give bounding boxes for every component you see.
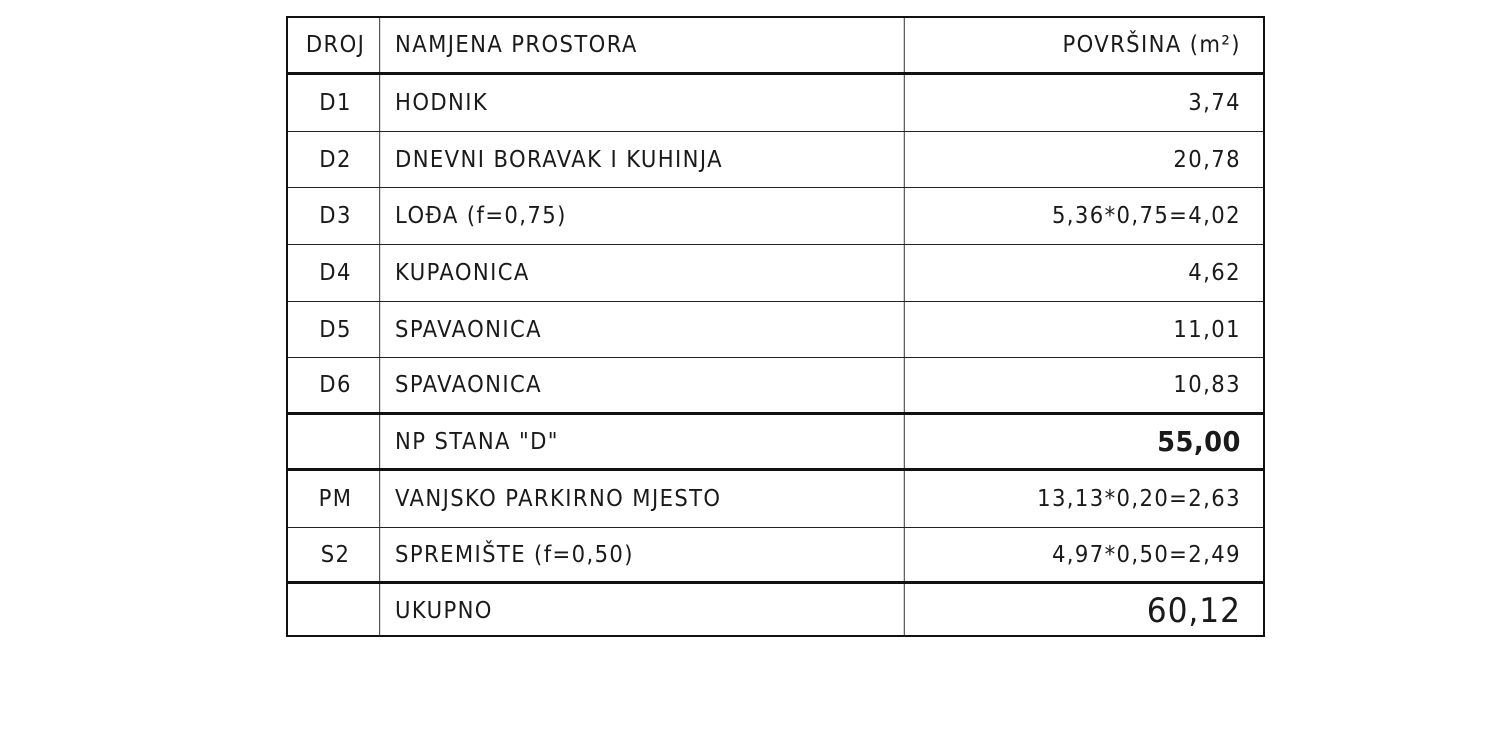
room-name: LOĐA (f=0,75) xyxy=(384,188,905,244)
extra-name: VANJSKO PARKIRNO MJESTO xyxy=(384,471,905,527)
total-area: 60,12 xyxy=(1146,590,1241,631)
table-row xyxy=(288,358,1263,415)
total-label: UKUPNO xyxy=(384,584,905,637)
table-row xyxy=(288,471,1263,528)
room-name: KUPAONICA xyxy=(384,245,905,301)
extra-id: PM xyxy=(292,471,380,527)
room-name: HODNIK xyxy=(384,75,905,131)
room-area: 5,36*0,75=4,02 xyxy=(1051,203,1241,229)
subtotal-row xyxy=(288,415,1263,471)
room-id: D3 xyxy=(292,188,380,244)
room-area: 20,78 xyxy=(1173,146,1241,173)
room-id: D6 xyxy=(292,358,380,412)
header-name: NAMJENA PROSTORA xyxy=(384,18,905,72)
room-name: SPAVAONICA xyxy=(384,358,905,412)
table-row xyxy=(288,132,1263,188)
header-id: DROJ xyxy=(292,18,380,72)
room-id: D2 xyxy=(292,132,380,187)
table-header-row xyxy=(288,18,1263,75)
extra-area: 4,97*0,50=2,49 xyxy=(1051,541,1241,568)
subtotal-id xyxy=(292,415,380,468)
room-id: D1 xyxy=(292,75,380,131)
header-area: POVRŠINA (m²) xyxy=(1062,32,1241,58)
room-area: 4,62 xyxy=(1188,260,1241,286)
room-id: D4 xyxy=(292,245,380,301)
room-name: SPAVAONICA xyxy=(384,302,905,357)
room-id: D5 xyxy=(292,302,380,357)
room-name: DNEVNI BORAVAK I KUHINJA xyxy=(384,132,905,187)
room-area: 10,83 xyxy=(1173,372,1241,398)
extra-id: S2 xyxy=(292,528,380,581)
area-table xyxy=(286,16,1265,637)
table-row xyxy=(288,245,1263,302)
subtotal-label: NP STANA "D" xyxy=(384,415,905,468)
extra-name: SPREMIŠTE (f=0,50) xyxy=(384,528,905,581)
extra-area: 13,13*0,20=2,63 xyxy=(1037,486,1241,512)
room-area: 3,74 xyxy=(1188,90,1241,116)
table-row xyxy=(288,528,1263,584)
room-area: 11,01 xyxy=(1173,316,1241,343)
total-row xyxy=(288,584,1263,637)
table-row xyxy=(288,188,1263,245)
subtotal-area: 55,00 xyxy=(1157,425,1241,458)
total-id xyxy=(292,584,380,637)
table-row xyxy=(288,302,1263,358)
table-row xyxy=(288,75,1263,132)
